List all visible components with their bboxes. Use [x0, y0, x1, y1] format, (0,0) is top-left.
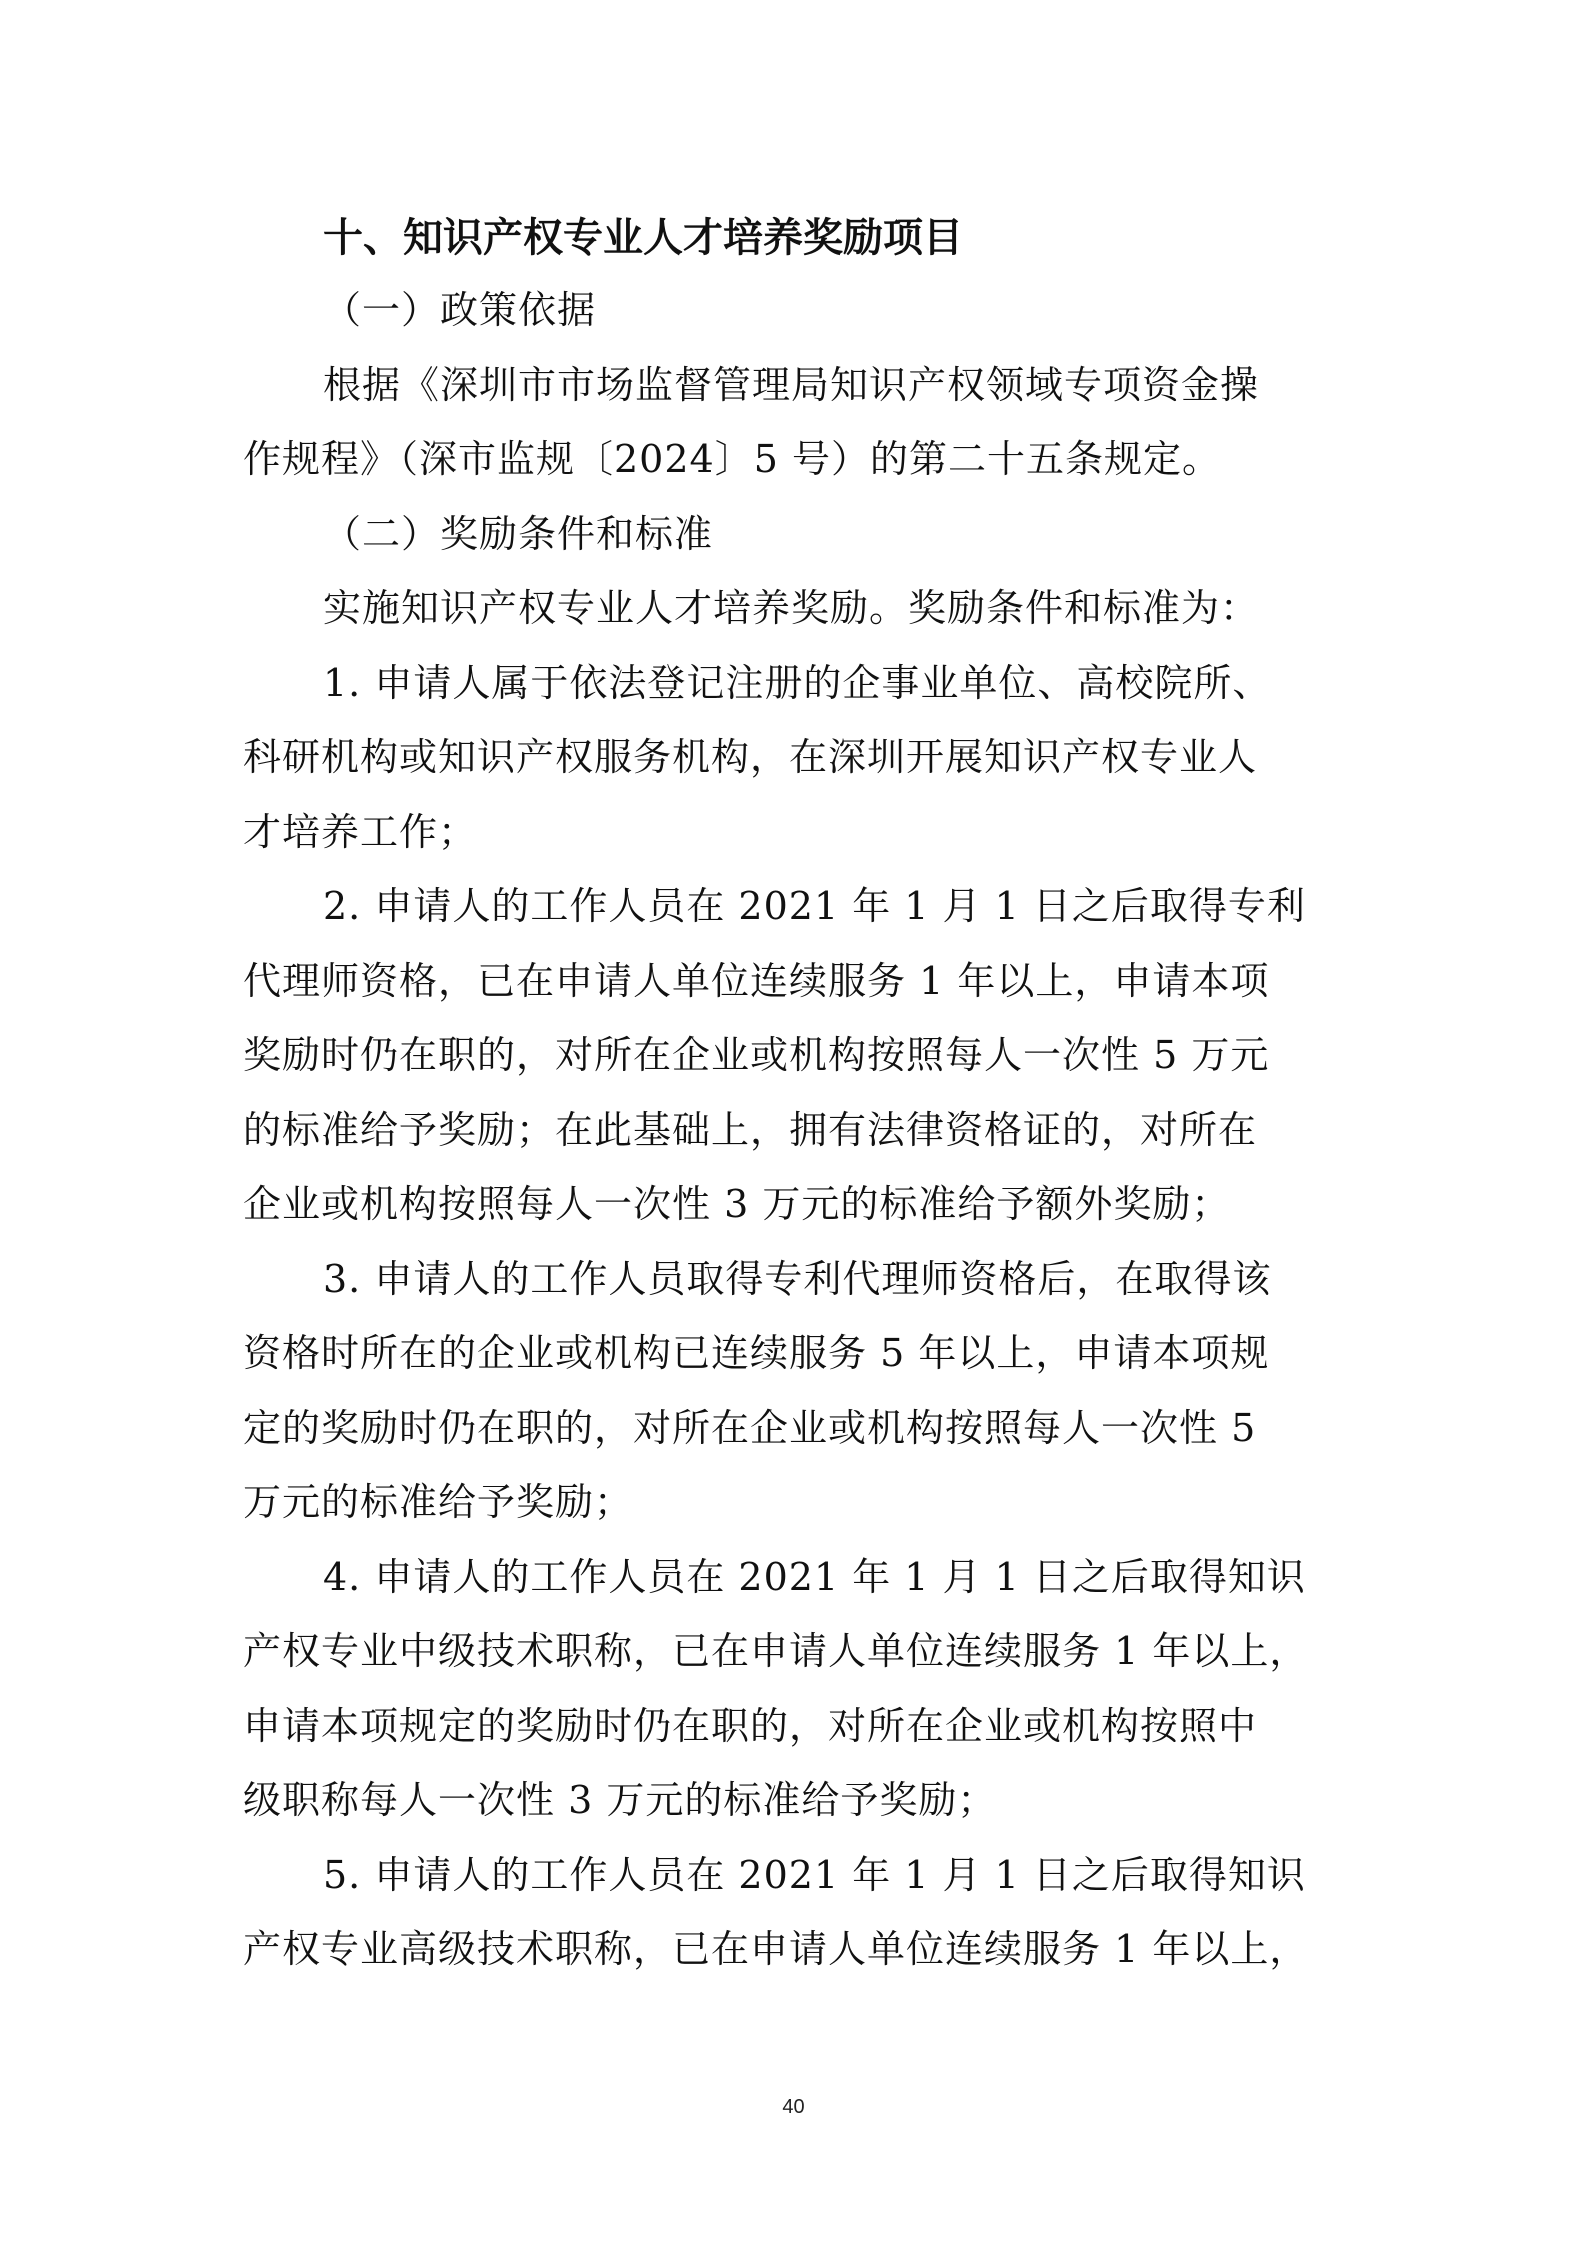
text-line: 的标准给予奖励；在此基础上，拥有法律资格证的，对所在 [243, 1107, 1258, 1152]
text-line: 1. 申请人属于依法登记注册的企事业单位、高校院所、 [323, 660, 1272, 705]
paragraph-lines [243, 273, 1353, 1987]
text-line: 5. 申请人的工作人员在 2021 年 1 月 1 日之后取得知识 [323, 1852, 1306, 1897]
text-line: 企业或机构按照每人一次性 3 万元的标准给予额外奖励； [243, 1182, 1231, 1226]
text-line: 3. 申请人的工作人员取得专利代理师资格后，在取得该 [323, 1256, 1272, 1301]
section-heading: 十、知识产权专业人才培养奖励项目 [323, 215, 963, 261]
text-line: 产权专业高级技术职称，已在申请人单位连续服务 1 年以上， [243, 1927, 1309, 1971]
text-line: 代理师资格，已在申请人单位连续服务 1 年以上，申请本项 [243, 958, 1270, 1003]
text-line: 科研机构或知识产权服务机构，在深圳开展知识产权专业人 [243, 735, 1258, 779]
text-line: 根据《深圳市市场监督管理局知识产权领域专项资金操 [323, 362, 1260, 407]
text-line: 4. 申请人的工作人员在 2021 年 1 月 1 日之后取得知识 [323, 1554, 1306, 1599]
text-line: 资格时所在的企业或机构已连续服务 5 年以上，申请本项规 [243, 1331, 1270, 1375]
text-line: 级职称每人一次性 3 万元的标准给予奖励； [243, 1778, 997, 1822]
text-line: 万元的标准给予奖励； [243, 1480, 634, 1524]
page-number: 40 [782, 2096, 805, 2118]
text-line: 2. 申请人的工作人员在 2021 年 1 月 1 日之后取得专利 [323, 884, 1306, 928]
text-line: 定的奖励时仍在职的，对所在企业或机构按照每人一次性 5 [243, 1405, 1257, 1450]
text-line: 申请本项规定的奖励时仍在职的，对所在企业或机构按照中 [243, 1703, 1258, 1748]
text-line: 才培养工作； [243, 809, 478, 854]
text-line: 作规程》（深市监规〔2024〕5 号）的第二十五条规定。 [243, 437, 1221, 481]
document-body [243, 203, 1353, 1987]
text-line: 产权专业中级技术职称，已在申请人单位连续服务 1 年以上， [243, 1629, 1309, 1673]
text-line: 奖励时仍在职的，对所在企业或机构按照每人一次性 5 万元 [243, 1033, 1270, 1077]
text-line: （一）政策依据 [323, 288, 597, 332]
text-line: （二）奖励条件和标准 [323, 511, 714, 556]
text-line: 实施知识产权专业人才培养奖励。奖励条件和标准为： [323, 586, 1260, 630]
